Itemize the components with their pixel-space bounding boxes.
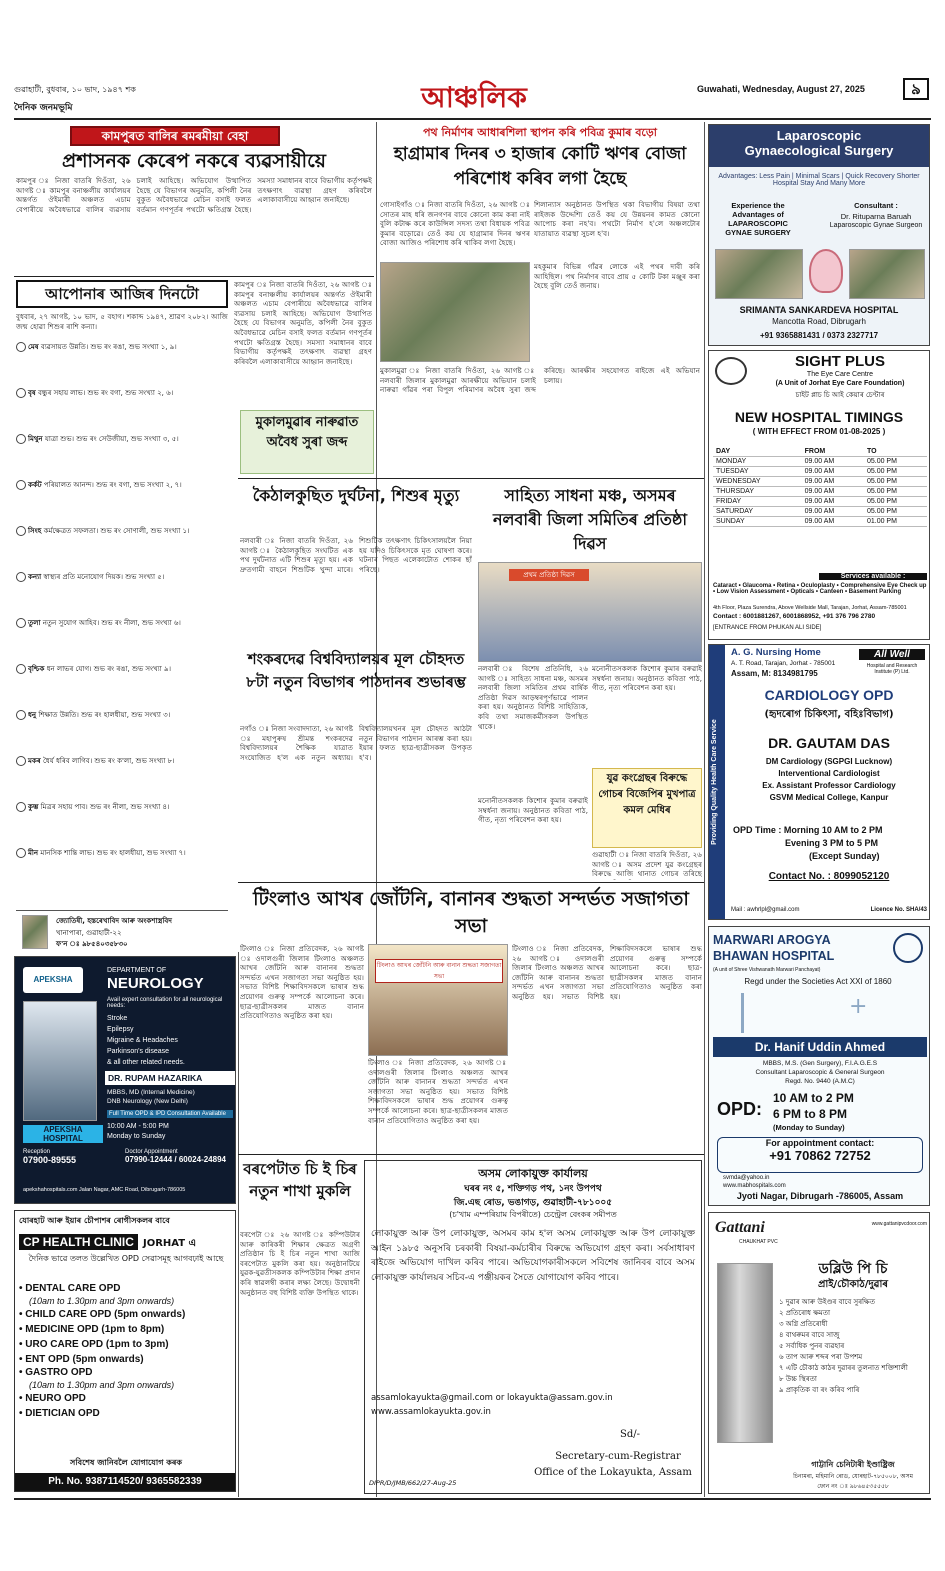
allwell-logo: All Well <box>859 649 925 660</box>
sign-icon <box>16 618 26 628</box>
kampur-banner <box>70 126 280 146</box>
ag-opd-time: OPD Time : Morning 10 AM to 2 PM <box>733 825 883 835</box>
apeksha-neurology-ad <box>14 956 236 1204</box>
reception-phone: 07900-89555 <box>23 1155 77 1165</box>
from-cell: 09.00 AM <box>802 467 864 477</box>
lokayukta-addr1: ঘৰৰ নং ৫, শক্তিগড় পথ, ১নং উপপথ <box>464 1184 602 1194</box>
cp-opd-item: • URO CARE OPD (1pm to 3pm) <box>19 1339 169 1350</box>
gattani-dealer-addr: চিনামৰা, মহিমানি ৰোড, যোৰহাট-৭৮৫০০৮, অসম <box>793 1473 913 1480</box>
cp-name-row <box>19 1231 233 1249</box>
to-cell: 05.00 PM <box>864 457 927 467</box>
horoscope-sign <box>16 710 228 756</box>
lokayukta-web: www.assamlokayukta.gov.in <box>371 1407 491 1417</box>
gattani-web: www.gattanipvcdoor.com <box>871 1221 927 1227</box>
sign-name: মেষ <box>28 343 39 351</box>
from-cell: 09.00 AM <box>802 477 864 487</box>
sign-text: পৰিয়ালত আনন্দ। শুভ ৰং বগা, শুভ সংখ্যা ২, ৭। <box>43 481 182 489</box>
timings-header <box>713 447 927 457</box>
marwari-q3: Regd. No. 9440 (A.M.C) <box>785 1078 855 1085</box>
sign-icon <box>16 710 26 720</box>
cp-opd-item: • ENT OPD (5pm onwards) <box>19 1354 144 1365</box>
astrologer-addr: খানাপাৰা, গুৱাহাটী-২২ <box>56 929 122 937</box>
horoscope-sign <box>16 526 228 572</box>
from-cell: 09.00 AM <box>802 487 864 497</box>
ag-q3: Ex. Assistant Professor Cardiology <box>762 781 896 790</box>
ag-q1: DM Cardiology (SGPGI Lucknow) <box>765 757 893 766</box>
congress-headline: যুৱ কংগ্ৰেছৰ বিৰুদ্ধে গোচৰ বিজেপিৰ মুখপাত্ৰ কমল মেধিৰ <box>598 773 696 816</box>
ag-addr1: A. T. Road, Tarajan, Jorhat - 785001 <box>731 660 836 667</box>
lap-exp: Experience the Advantages of LAPAROSCOPIC GYNAE SURGERY <box>725 201 791 237</box>
condition-item: Epilepsy <box>107 1026 134 1033</box>
apeksha-footer: apekshahospitals.com Jalan Nagar, AMC Road, Dibrugarh-786005 <box>23 1187 186 1193</box>
timings-row <box>713 457 927 467</box>
lead-headline: হাগ্ৰামাৰ দিনৰ ৩ হাজাৰ কোটি ঋণৰ বোজা পৰিশোধ কৰিব লগা হৈছে <box>393 144 687 189</box>
ag-addr2: Assam, M: 8134981795 <box>731 669 818 678</box>
from-cell: 09.00 AM <box>802 457 864 467</box>
day-cell: SUNDAY <box>713 517 802 527</box>
feature-item: ৫ সৰ্বাধিক পুনৰ ব্যৱহাৰ <box>779 1342 845 1350</box>
sign-name: কুম্ভ <box>28 803 39 811</box>
caduceus-icon <box>741 993 765 1033</box>
sahitya-cont: মনোনীতসকলক কিশোৰ কুমাৰ বৰুৱাই সম্বৰ্ধনা জনায়। অনুষ্ঠানত কবিতা পাঠ, গীত, নৃত্য পৰিবেশন কৰা হয়। <box>478 796 588 825</box>
lap-hospital: SRIMANTA SANKARDEVA HOSPITAL <box>739 305 899 315</box>
feature-item: ৬ তাপ আৰু শব্দৰ পৰা উপশম <box>779 1353 863 1361</box>
horoscope-title: আপোনাৰ আজিৰ দিনটো <box>45 285 199 303</box>
timings-row <box>713 477 927 487</box>
horoscope-sign <box>16 756 228 802</box>
sign-icon <box>16 526 26 536</box>
tinglao-text2: টিংলাও ঃ নিজা প্ৰতিবেদক, ২৬ আগষ্ট ঃ ওদালগুৰী জিলাৰ টিংলাও অঞ্চলত আখৰ জোঁটনি আৰু বানানৰ শুদ্ধতা সন্দৰ্ভত এখন সজাগতা সভা অনুষ্ঠিত হয়। সভাত বিশিষ্ট শিক্ষাবিদসকলে ভাষাৰ শুদ্ধ প্ৰয়োগৰ গুৰুত্ব সম্পৰ্কে আলোচনা কৰে। ছাত্ৰ-ছাত্ৰীসকলৰ মাজত বানান প্ৰতিযোগিতাও অনুষ্ঠিত কৰা হয়। <box>512 944 702 1001</box>
from-cell: 09.00 AM <box>802 497 864 507</box>
barpeta-headline: বৰপেটাত চি ই চিৰ নতুন শাখা মুকলি <box>243 1160 357 1200</box>
ag-mail: Mail : awhrlpl@gmail.com <box>731 907 800 913</box>
sign-text: ধৈৰ্য ধৰিব লাগিব। শুভ ৰং ক'লা, শুভ সংখ্যা ৮। <box>42 757 175 765</box>
sign-icon <box>16 572 26 582</box>
lokayukta-addr3: (চ'খাম এম্পৰিয়াম বিপৰীতে) চেন্ট্ৰেল বেংকৰ সমীপত <box>449 1210 617 1219</box>
masthead-logo <box>369 76 579 116</box>
gattani-sub: CHAUKHAT PVC <box>739 1239 778 1245</box>
sign-name: সিংহ <box>28 527 42 535</box>
sight-sub1: The Eye Care Centre <box>806 371 874 378</box>
horoscope-sign <box>16 342 228 388</box>
lap-addr: Mancotta Road, Dibrugarh <box>772 317 866 326</box>
cp-opd-sub: (10am to 1.30pm and 3pm onwards) <box>29 1296 175 1306</box>
sight-name: SIGHT PLUS <box>794 353 885 370</box>
sign-icon <box>16 664 26 674</box>
right-date: Guwahati, Wednesday, August 27, 2025 <box>697 84 865 94</box>
sign-name: বৃশ্চিক <box>28 665 45 673</box>
col-from: FROM <box>802 447 864 457</box>
horoscope-sign <box>16 664 228 710</box>
gattani-title: ডব্লিউ পি চি <box>818 1261 888 1277</box>
lokayukta-ref: DIPR/D/JMB/662/27-Aug-25 <box>369 1479 457 1487</box>
timings-row <box>713 487 927 497</box>
mukalmua-title-box <box>240 410 374 474</box>
kampur-article: কামপুৰ ঃ নিজা বাতৰি দিওঁতা, ২৬ আগষ্ট ঃ কামপুৰ বনাঞ্চলীয় কাৰ্যালয়ৰ অন্তৰ্গত ঔইমাৰী অঞ্চলত এচাম বেপাৰীয়ে অবৈধভাৱে বালিৰ ব্যৱসায় চলাই আহিছে। অভিযোগ উত্থাপিত হৈছে যে বিভাগৰ অনুমতি, কপিলী নৈৰ বুকুত অবৈধভাৱে মেচিন বসাই ফলত বৰ্তমান গণপূৰ্তৰ পথটো ক্ষতিগ্ৰস্ত হৈছে। সমস্যা সমাধানৰ বাবে বিভাগীয় কৰ্তৃপক্ষই তৎক্ষণাৎ ব্যৱস্থা গ্ৰহণ কৰিবলৈ এলাকাবাসীয়ে আহ্বান জনাইছে। <box>16 176 372 214</box>
lap-consultant-sub: Laparoscopic Gynae Surgeon <box>829 222 923 229</box>
sight-timings-table <box>713 447 927 527</box>
sign-text: ধন লাভৰ যোগ। শুভ ৰং ৰঙা, শুভ সংখ্যা ৯। <box>46 665 172 673</box>
horoscope-sign <box>16 388 228 434</box>
sign-text: স্বাস্থ্যৰ প্ৰতি মনোযোগ দিয়ক। শুভ সংখ্যা ৫। <box>43 573 165 581</box>
to-cell: 01.00 PM <box>864 517 927 527</box>
sight-services: Cataract • Glaucoma • Retina • Oculoplasty • Comprehensive Eye Check up • Low Vision Assessment • Opticals • Canteen • Basement Parking <box>713 583 927 595</box>
sight-timings-sub: ( WITH EFFECT FROM 01-08-2025 ) <box>752 427 886 436</box>
marwari-t1: 10 AM to 2 PM <box>773 1091 854 1105</box>
sign-name: বৃষ <box>28 389 36 397</box>
to-cell: 05.00 PM <box>864 477 927 487</box>
condition-item: & all other related needs. <box>107 1059 185 1066</box>
lokayukta-email: assamlokayukta@gmail.com or lokayukta@assam.gov.in <box>371 1393 613 1403</box>
sight-sub2: (A Unit of Jorhat Eye Care Foundation) <box>775 380 905 387</box>
cp-opd-title: GASTRO OPD <box>25 1367 93 1378</box>
marwari-q1: MBBS, M.S. (Gen Surgery), F.I.A.G.E.S <box>762 1060 878 1067</box>
marwari-q2: Consultant Laparoscopic & General Surgeon <box>755 1069 885 1076</box>
tinglao-banner: টিংলাও আখৰ জোঁটনি আৰু বানান শুদ্ধতা সজাগতা সভা <box>375 959 503 983</box>
horoscope-sign <box>16 618 228 664</box>
condition-item: Migraine & Headaches <box>107 1037 178 1044</box>
cp-opd-title: ENT OPD (5pm onwards) <box>25 1354 144 1365</box>
sign-name: কৰ্কট <box>28 481 42 489</box>
horoscope-sign <box>16 802 228 848</box>
horoscope-sign <box>16 572 228 618</box>
sign-name: মীন <box>28 849 39 857</box>
astrologer-footer <box>16 910 228 952</box>
lead-col-b: শিলান্যাস অনুষ্ঠানত উপস্থিত থকা বিভাগীয় বিষয়া তথা ৰাইজক উদ্দেশ্যি তেওঁ কয় যে উন্নয়নৰ কামত কোনো আপোচ কৰা নহ'ব। পথটো নিৰ্মাণ হ'লে অঞ্চলটোৰ যাতায়াত ব্যৱস্থা সুচল হ'ব। <box>534 200 700 238</box>
cp-opd-item: • DIETICIAN OPD <box>19 1408 100 1419</box>
gattani-dealer-phone: ফোন নং ঃ ৯৮৬৪৫৩৫৫৫৮ <box>817 1483 889 1490</box>
lokayukta-sign2: Office of the Lokayukta, Assam <box>534 1467 692 1478</box>
marwari-web: www.mabhospitals.com <box>723 1183 786 1189</box>
barpeta-text: বৰপেটা ঃ ২৬ আগষ্ট ঃ কম্পিউটাৰ আৰু কাৰিকৰী শিক্ষাৰ ক্ষেত্ৰত অগ্ৰণী প্ৰতিষ্ঠান চি ই চিৰ নতুন শাখা আজি বৰপেটাত মুকলি কৰা হয়। অনুষ্ঠানটিয়ে যুৱক-যুৱতীসকলক কম্পিউটাৰ শিক্ষা প্ৰদান কৰি স্বাৱলম্বী কৰাৰ লক্ষ্য লৈছে। উদ্বোধনী অনুষ্ঠানত বহু বিশিষ্ট ব্যক্তি উপস্থিত থাকে। <box>240 1230 360 1297</box>
marwari-email: svmda@yahoo.in <box>723 1175 770 1181</box>
sign-name: কন্যা <box>28 573 42 581</box>
cp-opd-title: CHILD CARE OPD (5pm onwards) <box>25 1309 186 1320</box>
dept-name: NEUROLOGY <box>107 975 204 992</box>
gattani-logo: Gattani <box>715 1219 765 1236</box>
reception-block <box>23 1149 123 1165</box>
shankar-text: নগাঁও ঃ নিজা সংবাদদাতা, ২৬ আগষ্ট ঃ মহাপুৰুষ শ্ৰীমন্ত শংকৰদেৱ বিশ্ববিদ্যালয়ৰ শৈক্ষিক যাত্ৰাত সংযোজিত হ'ল এক নতুন অধ্যায়। বিশ্ববিদ্যালয়খনৰ মূল চৌহদত আঠটা নতুন বিভাগৰ পাঠদান আৰম্ভ কৰা হয়। ইয়াৰ ফলত ছাত্ৰ-ছাত্ৰীসকল উপকৃত হ'ব। <box>240 724 472 762</box>
surgery-photo <box>715 249 803 299</box>
sight-plus-ad <box>708 350 930 640</box>
sign-icon <box>16 342 26 352</box>
timings-row <box>713 507 927 517</box>
apeksha-hospital: APEKSHA HOSPITAL <box>23 1125 103 1143</box>
sight-contact: Contact : 6001881267, 6001868952, +91 376 796 2780 <box>713 613 876 620</box>
sign-name: মিথুন <box>28 435 43 443</box>
sign-icon <box>16 848 26 858</box>
shankar-headline: শংকৰদেৱ বিশ্ববিদ্যালয়ৰ মূল চৌহদত ৮টা নতুন বিভাগৰ পাঠদানৰ শুভাৰম্ভ <box>246 650 466 691</box>
sign-icon <box>16 388 26 398</box>
lokayukta-title: অসম লোকায়ুক্ত কাৰ্যালয় <box>478 1167 588 1180</box>
ag-name: A. G. Nursing Home <box>731 647 821 658</box>
feature-item: ৪ বাথৰুমৰ বাবে সাজু <box>779 1331 840 1339</box>
mukalmua-title: মুকালমুৱাৰ নাৰুৱাত অবৈধ সুৰা জব্দ <box>255 415 359 450</box>
cp-phone: Ph. No. 9387114520/ 9365582339 <box>15 1473 235 1491</box>
plus-icon: + <box>849 994 868 1019</box>
astrologer-phone: ফ'ন ঃ ৯৮৫৪০৩৫৮৩০ <box>56 940 128 948</box>
horoscope-intro: বুধবাৰ, ২৭ আগষ্ট, ১০ ভাদ, ৫ বহাগ। শকাব্দ ১৯৪৭, শ্ৰাৱণ ২০৮২। আজি জন্ম হোৱা শিশুৰ ৰাশি কন্যা। <box>16 312 228 331</box>
dept-label: DEPARTMENT OF <box>107 967 167 974</box>
feature-item: ১ দুৱাৰ আৰু উইণ্ডৰ বাবে সুৰক্ষিত <box>779 1298 875 1306</box>
cp-opd-item: • DENTAL CARE OPD (10am to 1.30pm and 3pm onwards) <box>19 1283 233 1307</box>
cp-opd-item: • NEURO OPD <box>19 1393 86 1404</box>
feature-item: ৮ উচ্চ স্থিৰতা <box>779 1375 817 1383</box>
sight-timings-title: NEW HOSPITAL TIMINGS <box>734 409 904 425</box>
tinglao-headline: টিংলাও আখৰ জোঁটনি, বানানৰ শুদ্ধতা সন্দৰ্ভত সজাগতা সভা <box>253 888 689 937</box>
marwari-unit: (A unit of Shree Vishwanath Marwari Panchayat) <box>713 967 821 973</box>
cp-opd-list <box>19 1283 233 1421</box>
cp-opd-item: • GASTRO OPD (10am to 1.30pm and 3pm onwards) <box>19 1367 233 1391</box>
appointment-label: Doctor Appointment <box>125 1149 178 1155</box>
feature-item: ৯ প্ৰাকৃতিক বা ৰং কৰিব পাৰি <box>779 1386 860 1394</box>
appointment-phone: 07990-12444 / 60024-24894 <box>125 1155 226 1164</box>
sahitya-headline: সাহিত্য সাধনা মঞ্চ, অসমৰ নলবাৰী জিলা সমিতিৰ প্ৰতিষ্ঠা দিৱস <box>493 486 687 553</box>
doctor-name: DR. RUPAM HAZARIKA <box>105 1071 235 1085</box>
ag-nursing-ad <box>708 644 930 920</box>
left-tag: দৈনিক জনমভূমি <box>14 103 73 113</box>
reception-label: Reception <box>23 1149 51 1155</box>
sign-text: মানসিক শান্তি লাভ। শুভ ৰং হালধীয়া, শুভ সংখ্যা ৭। <box>40 849 186 857</box>
lap-consultant-label: Consultant : <box>854 201 898 210</box>
gattani-dealer: গাট্টানি চেনিটাৰী ইণ্ডাষ্ট্ৰিজ <box>811 1460 895 1469</box>
sight-services-label: Services available : <box>819 573 927 580</box>
apeksha-logo: APEKSHA <box>23 967 83 993</box>
uterus-icon <box>809 249 843 293</box>
sign-icon <box>16 756 26 766</box>
tinglao-text3: টিংলাও ঃ নিজা প্ৰতিবেদক, ২৬ আগষ্ট ঃ ওদালগুৰী জিলাৰ টিংলাও অঞ্চলত আখৰ জোঁটনি আৰু বানানৰ শুদ্ধতা সন্দৰ্ভত এখন সজাগতা সভা অনুষ্ঠিত হয়। সভাত বিশিষ্ট শিক্ষাবিদসকলে ভাষাৰ শুদ্ধ প্ৰয়োগৰ গুৰুত্ব সম্পৰ্কে আলোচনা কৰে। ছাত্ৰ-ছাত্ৰীসকলৰ মাজত বানান প্ৰতিযোগিতাও অনুষ্ঠিত কৰা হয়। <box>368 1058 508 1125</box>
ag-q2: Interventional Cardiologist <box>778 769 880 778</box>
sahitya-text2: মনোনীতসকলক কিশোৰ কুমাৰ বৰুৱাই সম্বৰ্ধনা জনায়। অনুষ্ঠানত কবিতা পাঠ, গীত, নৃত্য পৰিবেশন কৰা হয়। <box>592 664 702 693</box>
astrologer-name: জ্যোতিষী, হস্তৰেখাবিদ আৰু অংকশাস্ত্ৰবিদ <box>56 917 172 925</box>
lokayukta-notice <box>364 1160 702 1494</box>
sahitya-photo <box>478 562 702 662</box>
lokayukta-body: লোকায়ুক্ত আৰু উপ লোকায়ুক্ত, অসমৰ কাম হ'ল অসম লোকায়ুক্ত আৰু উপ লোকায়ুক্ত আইন ১৯৮৫ অনুসৰি চৰকাৰী বিষয়া-কৰ্মচাৰীৰ বিৰুদ্ধে অভিযোগ গ্ৰহণ কৰা। সৰ্বসাধাৰণ ৰাইজে অভিযোগ দাখিল কৰিব পাৰে। অভিযোগকাৰীসকলে সবিশেষ জানিবৰ বাবে অসম লোকায়ুক্ত কাৰ্যালয়ৰ সচিব-এ পঞ্জীয়কৰ সৈতে যোগাযোগ কৰিব পাৰে। <box>371 1229 695 1283</box>
sight-entrance: [ENTRANCE FROM PHUKAN ALI SIDE] <box>713 625 822 631</box>
sign-text: নতুন সুযোগ আহিব। শুভ ৰং নীলা, শুভ সংখ্যা ৬। <box>42 619 181 627</box>
timings-row <box>713 467 927 477</box>
horoscope-title-box <box>16 280 228 308</box>
feature-item: ৩ অগ্নি প্ৰতিৰোধী <box>779 1320 828 1328</box>
appointment-block <box>125 1149 233 1164</box>
allwell-sub: Hospital and Research Institute (P) Ltd. <box>866 663 918 675</box>
door-image <box>717 1263 773 1443</box>
cp-opd-title: DIETICIAN OPD <box>25 1408 100 1419</box>
marwari-name2: BHAWAN HOSPITAL <box>713 949 835 963</box>
lead-col-a: গোসাইগাঁও ঃ নিজা বাতৰি দিওঁতা, ২৬ আগষ্ট ঃ সোতৰ মাহ ধৰি জনগণৰ বাবে কোনো কাম কৰা নাই বুলি কটাক্ষ কৰে কাউন্সিল সদস্য তথা বিধায়ক পবিত্ৰ কুমাৰ বড়োৱে। তেওঁ কয় যে হাগ্ৰামাৰ দিনৰ ঋণৰ বোজা আজিও পৰিশোধ কৰি থাকিব লগা হৈছে। <box>380 200 530 248</box>
lokayukta-sign1: Secretary-cum-Registrar <box>555 1451 681 1462</box>
ag-contact: Contact No. : 8099052120 <box>768 871 890 882</box>
sign-text: ব্যৱসায়ত উন্নতি। শুভ ৰং ৰঙা, শুভ সংখ্যা ১, ৯। <box>40 343 177 351</box>
kampur-banner-text: কামপুৰত বালিৰ ৰমৰমীয়া বেহা <box>101 129 249 143</box>
lokayukta-sd: Sd/- <box>620 1429 640 1440</box>
condition-item: Parkinson's disease <box>107 1048 170 1055</box>
ag-licence: Licence No. SHA/43 <box>870 907 927 913</box>
marwari-phone: +91 70862 72752 <box>769 1148 871 1163</box>
to-cell: 05.00 PM <box>864 497 927 507</box>
sign-icon <box>16 434 26 444</box>
doctor-qual1: MBBS, MD (Internal Medicine) <box>107 1089 195 1096</box>
congress-title-box <box>592 768 702 848</box>
marwari-t2: 6 PM to 8 PM <box>773 1107 848 1121</box>
sign-name: মকৰ <box>28 757 41 765</box>
from-cell: 09.00 AM <box>802 507 864 517</box>
cp-opd-title: URO CARE OPD (1pm to 3pm) <box>25 1339 169 1350</box>
cp-opd-sub: (10am to 1.30pm and 3pm onwards) <box>29 1380 175 1390</box>
marwari-appt-box <box>717 1137 923 1173</box>
day-cell: FRIDAY <box>713 497 802 507</box>
cp-intro: যোৰহাট আৰু ইয়াৰ চৌপাশৰ ৰোগীসকলৰ বাবে <box>19 1216 170 1225</box>
gattani-features <box>779 1297 927 1396</box>
doctor-photo <box>23 1001 97 1121</box>
feature-item: ২ প্ৰতিৰোধ ক্ষমতা <box>779 1309 831 1317</box>
cp-opd-title: NEURO OPD <box>25 1393 86 1404</box>
sign-name: তুলা <box>28 619 41 627</box>
sahitya-banner: প্ৰথম প্ৰতিষ্ঠা দিৱস <box>509 569 589 581</box>
lead-kicker: পথ নিৰ্মাণৰ আধাৰশিলা স্থাপন কৰি পবিত্ৰ কুমাৰ বড়ো <box>423 126 657 139</box>
opd-time: 10:00 AM - 5:00 PM <box>107 1123 169 1130</box>
page-number: ৯ <box>903 78 929 100</box>
from-cell: 09.00 AM <box>802 517 864 527</box>
sign-name: ধনু <box>28 711 37 719</box>
feature-item: ৭ এটি চৌকাঠ কাঠৰ দুৱাৰৰ তুলনাত শক্তিশালী <box>779 1364 908 1372</box>
marwari-logo-icon <box>893 933 923 963</box>
condition-list <box>107 1013 233 1068</box>
to-cell: 05.00 PM <box>864 487 927 497</box>
horoscope-list <box>16 342 228 902</box>
marwari-doctor: Dr. Hanif Uddin Ahmed <box>713 1037 927 1057</box>
marwari-reg: Regd under the Societies Act XXI of 1860 <box>744 977 892 986</box>
marwari-name1: MARWARI AROGYA <box>713 933 831 947</box>
kaithal-text: নলবাৰী ঃ নিজা বাতৰি দিওঁতা, ২৬ আগষ্ট ঃ কৈঠালকুছিত সংঘটিত এক পথ দুৰ্ঘটনাত এটি শিশুৰ মৃত্যু হয়। এক দ্ৰুতগামী বাহনে শিশুটিক খুন্দা মাৰে। শিশুটিক তৎক্ষণাৎ চিকিৎসালয়লৈ নিয়া হয় যদিও চিকিৎসকে মৃত ঘোষণা কৰে। ঘটনাৰ পিছত এলেকাটোত শোকৰ ছাঁ পৰিছে। <box>240 536 472 574</box>
ag-q4: GSVM Medical College, Kanpur <box>769 793 889 802</box>
tinglao-text: টিংলাও ঃ নিজা প্ৰতিবেদক, ২৬ আগষ্ট ঃ ওদালগুৰী জিলাৰ টিংলাও অঞ্চলত আখৰ জোঁটনি আৰু বানানৰ শুদ্ধতা সন্দৰ্ভত এখন সজাগতা সভা অনুষ্ঠিত হয়। সভাত বিশিষ্ট শিক্ষাবিদসকলে ভাষাৰ শুদ্ধ প্ৰয়োগৰ গুৰুত্ব সম্পৰ্কে আলোচনা কৰে। ছাত্ৰ-ছাত্ৰীসকলৰ মাজত বানান প্ৰতিযোগিতাও অনুষ্ঠিত কৰা হয়। <box>240 944 364 1021</box>
col-to: TO <box>864 447 927 457</box>
horoscope-sign <box>16 480 228 526</box>
sign-text: যাত্ৰা শুভ। শুভ ৰং সেউজীয়া, শুভ সংখ্যা ৩, ৫। <box>44 435 179 443</box>
lead-col-c: মহকুমাৰ বিভিন্ন গাঁৱৰ লোকে এই পথৰ দাবী কৰি আহিছিল। পথ নিৰ্মাণৰ বাবে প্ৰায় ৫ কোটি টকা মঞ্জুৰ কৰা হৈছে বুলি তেওঁ জনায়। <box>534 262 700 291</box>
ag-except: (Except Sunday) <box>809 851 880 861</box>
sight-sub3: চাইট প্লাচ চি আই কেয়াৰ চেণ্টাৰ <box>795 391 885 399</box>
kampur-article-cont: কামপুৰ ঃ নিজা বাতৰি দিওঁতা, ২৬ আগষ্ট ঃ কামপুৰ বনাঞ্চলীয় কাৰ্যালয়ৰ অন্তৰ্গত ঔইমাৰী অঞ্চলত এচাম বেপাৰীয়ে অবৈধভাৱে বালিৰ ব্যৱসায় চলাই আহিছে। অভিযোগ উত্থাপিত হৈছে যে বিভাগৰ অনুমতি, কপিলী নৈৰ বুকুত অবৈধভাৱে মেচিন বসাই ফলত বৰ্তমান গণপূৰ্তৰ পথটো ক্ষতিগ্ৰস্ত হৈছে। সমস্যা সমাধানৰ বাবে বিভাগীয় কৰ্তৃপক্ষই তৎক্ষণাৎ ব্যৱস্থা গ্ৰহণ কৰিবলৈ এলাকাবাসীয়ে আহ্বান জনাইছে। <box>234 280 372 366</box>
condition-item: Stroke <box>107 1015 128 1022</box>
lead-photo <box>380 262 530 362</box>
cp-opd-item: • CHILD CARE OPD (5pm onwards) <box>19 1309 186 1320</box>
marwari-addr: Jyoti Nagar, Dibrugarh -786005, Assam <box>736 1191 904 1201</box>
laparoscopic-ad <box>708 124 930 346</box>
ag-side-text: Providing Quality Health Care Service <box>711 719 718 845</box>
horoscope-sign <box>16 848 228 894</box>
doctor-qual2: DNB Neurology (New Delhi) <box>107 1098 188 1105</box>
lap-adv: Advantages: Less Pain | Minimal Scars | Quick Recovery Shorter Hospital Stay And Many More <box>718 173 920 187</box>
opd-timing: Full Time OPD & IPD Consultation Available <box>107 1110 233 1118</box>
masthead <box>14 76 931 118</box>
astrologer-photo <box>22 915 48 949</box>
cp-health-ad <box>14 1210 236 1492</box>
sign-icon <box>16 802 26 812</box>
sign-text: শিক্ষাত উন্নতি। শুভ ৰং হালধীয়া, শুভ সংখ্যা ৩। <box>38 711 171 719</box>
sign-text: বন্ধুৰ সহায় লাভ। শুভ ৰং বগা, শুভ সংখ্যা ২, ৬। <box>38 389 174 397</box>
cp-opd-item: • MEDICINE OPD (1pm to 8pm) <box>19 1324 165 1335</box>
cp-opd-title: MEDICINE OPD (1pm to 8pm) <box>25 1324 165 1335</box>
horoscope-sign <box>16 434 228 480</box>
ag-evening: Evening 3 PM to 5 PM <box>785 838 879 848</box>
timings-row <box>713 517 927 527</box>
cp-name: CP HEALTH CLINIC <box>19 1234 138 1250</box>
cp-contact-line: সবিশেষ জানিবলৈ যোগাযোগ কৰক <box>70 1458 182 1467</box>
lap-title1: Laparoscopic <box>776 128 862 143</box>
cp-opd-title: DENTAL CARE OPD <box>25 1283 121 1294</box>
to-cell: 05.00 PM <box>864 507 927 517</box>
to-cell: 05.00 PM <box>864 467 927 477</box>
marwari-t3: (Monday to Sunday) <box>773 1123 845 1132</box>
kampur-headline: প্ৰশাসনক কেৰেপ নকৰে ব্যৱসায়ীয়ে <box>62 150 326 172</box>
sight-addr: 4th Floor, Plaza Surendra, Above Wellside Mall, Tarajan, Jorhat, Assam-785001 <box>713 605 907 611</box>
day-cell: TUESDAY <box>713 467 802 477</box>
congress-text: গুৱাহাটী ঃ নিজা বাতৰি দিওঁতা, ২৬ আগষ্ট ঃ অসম প্ৰদেশ যুৱ কংগ্ৰেছৰ বিৰুদ্ধে আজি থানাত গোচৰ তৰিছে <box>592 850 702 879</box>
sign-text: কৰ্মক্ষেত্ৰত সফলতা। শুভ ৰং সোণালী, শুভ সংখ্যা ১। <box>43 527 190 535</box>
sight-logo-icon <box>715 357 747 385</box>
dept-sub: Avail expert consultation for all neurological needs: <box>107 997 223 1009</box>
sign-icon <box>16 480 26 490</box>
lap-consultant: Dr. Rituparna Baruah <box>840 212 912 221</box>
day-cell: WEDNESDAY <box>713 477 802 487</box>
lap-hands-photo <box>849 249 925 299</box>
cp-line2: দৈনিক ভাৱে তলত উল্লেখিত OPD সেৱাসমূহ আগবঢ়াই আছে <box>28 1254 224 1263</box>
day-cell: SATURDAY <box>713 507 802 517</box>
ag-opd-as: (হৃদৰোগ চিকিৎসা, বহিঃবিভাগ) <box>764 709 894 720</box>
mukalmua-text: মুকালমুৱা ঃ নিজা বাতৰি দিওঁতা, ২৬ আগষ্ট ঃ নলবাৰী জিলাৰ মুকালমুৱা আৰক্ষীয়ে অভিযান চলাই নাৰুৱা গাঁৱৰ পৰা বিপুল পৰিমাণৰ অবৈধ সুৰা জব্দ কৰিছে। আৰক্ষীৰ সহযোগত ৰাইজে এই অভিযান চলায়। <box>380 366 700 395</box>
left-date: গুৱাহাটী, বুধবাৰ, ১০ ভাদ, ১৯৪৭ শক <box>14 85 136 94</box>
tinglao-photo <box>368 944 508 1056</box>
lap-title2: Gynaecological Surgery <box>744 143 894 158</box>
marwari-ad <box>708 926 930 1206</box>
day-cell: MONDAY <box>713 457 802 467</box>
day-cell: THURSDAY <box>713 487 802 497</box>
marwari-appt: For appointment contact: <box>765 1138 875 1148</box>
opd-days: Monday to Sunday <box>107 1133 166 1140</box>
col-day: DAY <box>713 447 802 457</box>
cp-place: JORHAT এ <box>142 1238 197 1249</box>
kaithal-headline: কৈঠালকুছিত দুৰ্ঘটনা, শিশুৰ মৃত্যু <box>252 486 460 505</box>
gattani-ad <box>708 1212 930 1494</box>
logo-text: আঞ্চলিক <box>421 81 527 114</box>
sign-text: মিত্ৰৰ সহায় পাব। শুভ ৰং নীলা, শুভ সংখ্যা ৪। <box>40 803 170 811</box>
marwari-opd-label: OPD: <box>717 1099 762 1119</box>
lap-title-box <box>709 125 929 167</box>
timings-row <box>713 497 927 507</box>
ag-opd: CARDIOLOGY OPD <box>764 687 894 703</box>
sahitya-text: নলবাৰী ঃ বিশেষ প্ৰতিনিধি, ২৬ আগষ্ট ঃ সাহিত্য সাধনা মঞ্চ, অসমৰ নলবাৰী জিলা সমিতিৰ প্ৰথম বাৰ্ষিক প্ৰতিষ্ঠা দিৱস আড়ম্বৰপূৰ্ণভাৱে পালন কৰা হয়। অনুষ্ঠানত বিশিষ্ট সাহিত্যিক, কবি তথা সমাজকৰ্মীসকল উপস্থিত থাকে। <box>478 664 588 731</box>
gattani-subtitle: প্ৰাই/চৌকাঠ/দুৱাৰ <box>817 1279 889 1290</box>
ag-doctor: DR. GAUTAM DAS <box>768 735 890 751</box>
lap-phone: +91 9365881431 / 0373 2327717 <box>759 331 879 340</box>
lokayukta-addr2: জি.এছ ৰোড, ভঙাগড়, গুৱাহাটী-৭৮১০০৫ <box>453 1198 613 1208</box>
